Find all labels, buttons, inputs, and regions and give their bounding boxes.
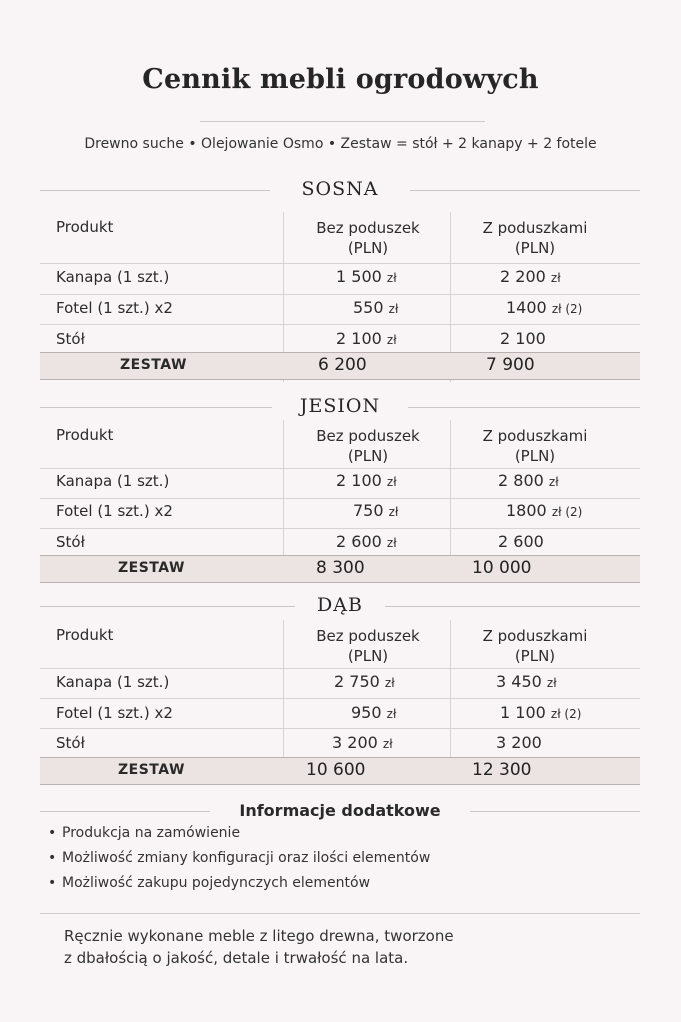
row-rule	[40, 528, 640, 529]
info-list	[48, 824, 430, 899]
price-with-cushions	[496, 733, 542, 752]
price-suffix: zł	[388, 302, 399, 316]
total-row	[40, 352, 640, 380]
price-value: 1 500	[336, 267, 382, 286]
row-rule	[40, 324, 640, 325]
bullet-icon: •	[48, 850, 57, 866]
header-with-cushions	[460, 426, 610, 466]
price-suffix: zł	[384, 676, 395, 690]
price-value: 2 100	[336, 329, 382, 348]
price-no-cushions	[336, 329, 397, 348]
table-row-product: Stół	[56, 533, 85, 551]
heading-rule-right	[385, 606, 640, 607]
price-table-sosna	[40, 210, 640, 380]
table-row-product: Fotel (1 szt.) x2	[56, 299, 173, 317]
header-product: Produkt	[56, 626, 114, 644]
price-no-cushions	[336, 471, 397, 490]
footer-divider	[40, 913, 640, 914]
table-row-product: Fotel (1 szt.) x2	[56, 704, 173, 722]
price-with-cushions	[496, 672, 557, 691]
total-with-cushions: 12 300	[472, 760, 532, 780]
bullet-icon: •	[48, 875, 57, 891]
price-value: 2 200	[500, 267, 546, 286]
price-value: 2 800	[498, 471, 544, 490]
price-suffix: zł	[386, 475, 397, 489]
list-item-text: Możliwość zakupu pojedynczych elementów	[62, 875, 371, 891]
price-table-dab	[40, 620, 640, 784]
price-with-cushions	[500, 329, 546, 348]
total-no-cushions: 6 200	[318, 355, 367, 375]
price-value: 1800	[506, 501, 547, 520]
header-currency: (PLN)	[347, 647, 389, 665]
section-title: SOSNA	[301, 178, 379, 200]
price-value: 750	[353, 501, 384, 520]
table-row-product: Stół	[56, 330, 85, 348]
price-value: 2 100	[500, 329, 546, 348]
header-no-cushions	[293, 626, 443, 666]
price-value: 2 100	[336, 471, 382, 490]
total-with-cushions: 7 900	[486, 355, 535, 375]
price-suffix: zł	[550, 271, 561, 285]
price-with-cushions	[498, 471, 559, 490]
header-with-cushions-label: Z poduszkami	[482, 219, 588, 237]
price-with-cushions	[500, 703, 581, 722]
total-no-cushions: 10 600	[306, 760, 366, 780]
table-row-product: Kanapa (1 szt.)	[56, 268, 170, 286]
price-no-cushions	[351, 703, 396, 722]
price-with-cushions	[506, 501, 582, 520]
row-rule	[40, 263, 640, 264]
info-title: Informacje dodatkowe	[239, 801, 441, 820]
total-row	[40, 555, 640, 583]
price-value: 3 200	[496, 733, 542, 752]
price-suffix: zł	[386, 707, 397, 721]
price-value: 3 450	[496, 672, 542, 691]
price-value: 3 200	[332, 733, 378, 752]
price-suffix: zł	[548, 475, 559, 489]
price-no-cushions	[336, 267, 397, 286]
section-title: DĄB	[317, 594, 363, 616]
header-no-cushions	[293, 218, 443, 258]
table-row-product: Kanapa (1 szt.)	[56, 673, 170, 691]
price-no-cushions	[334, 672, 395, 691]
footer-line: Ręcznie wykonane meble z litego drewna, tworzone	[64, 927, 454, 945]
price-no-cushions	[332, 733, 393, 752]
price-value: 2 600	[336, 532, 382, 551]
price-value: 2 600	[498, 532, 544, 551]
price-suffix: zł	[388, 505, 399, 519]
bullet-icon: •	[48, 825, 57, 841]
header-product: Produkt	[56, 426, 114, 444]
row-rule	[40, 668, 640, 669]
footer-line: z dbałością o jakość, detale i trwałość na lata.	[64, 949, 409, 967]
section-heading-dab	[40, 594, 640, 618]
table-row-product: Stół	[56, 734, 85, 752]
price-value: 1400	[506, 298, 547, 317]
price-with-cushions	[506, 298, 582, 317]
header-with-cushions	[460, 626, 610, 666]
table-row-product: Fotel (1 szt.) x2	[56, 502, 173, 520]
header-with-cushions	[460, 218, 610, 258]
section-heading-jesion	[40, 395, 640, 419]
total-with-cushions: 10 000	[472, 558, 532, 578]
price-suffix: zł (2)	[551, 505, 583, 519]
price-suffix: zł (2)	[550, 707, 582, 721]
price-value: 550	[353, 298, 384, 317]
header-with-cushions-label: Z poduszkami	[482, 427, 588, 445]
price-suffix: zł	[382, 737, 393, 751]
list-item	[48, 874, 430, 899]
table-row-product: Kanapa (1 szt.)	[56, 472, 170, 490]
info-heading	[40, 800, 640, 824]
price-with-cushions	[498, 532, 544, 551]
price-value: 2 750	[334, 672, 380, 691]
list-item-text: Produkcja na zamówienie	[62, 825, 241, 841]
heading-rule-right	[408, 407, 640, 408]
header-product: Produkt	[56, 218, 114, 236]
price-no-cushions	[353, 501, 398, 520]
header-no-cushions	[293, 426, 443, 466]
total-row	[40, 757, 640, 785]
header-no-cushions-label: Bez poduszek	[316, 427, 420, 445]
price-value: 950	[351, 703, 382, 722]
footer-note	[64, 925, 454, 969]
title-divider	[200, 121, 485, 122]
row-rule	[40, 468, 640, 469]
section-heading-sosna	[40, 178, 640, 202]
row-rule	[40, 698, 640, 699]
header-currency: (PLN)	[514, 647, 556, 665]
total-label: ZESTAW	[118, 560, 185, 576]
row-rule	[40, 294, 640, 295]
page-title: Cennik mebli ogrodowych	[142, 64, 539, 95]
header-with-cushions-label: Z poduszkami	[482, 627, 588, 645]
total-no-cushions: 8 300	[316, 558, 365, 578]
price-suffix: zł	[386, 536, 397, 550]
header-currency: (PLN)	[347, 239, 389, 257]
price-suffix: zł	[386, 271, 397, 285]
price-value: 1 100	[500, 703, 546, 722]
price-no-cushions	[336, 532, 397, 551]
row-rule	[40, 498, 640, 499]
header-currency: (PLN)	[347, 447, 389, 465]
heading-rule-right	[470, 811, 640, 812]
header-currency: (PLN)	[514, 239, 556, 257]
total-label: ZESTAW	[120, 357, 187, 373]
price-suffix: zł	[386, 333, 397, 347]
page-subtitle: Drewno suche • Olejowanie Osmo • Zestaw = stół + 2 kanapy + 2 fotele	[84, 136, 597, 152]
price-no-cushions	[353, 298, 398, 317]
heading-rule-right	[410, 190, 640, 191]
list-item	[48, 824, 430, 849]
list-item	[48, 849, 430, 874]
header-currency: (PLN)	[514, 447, 556, 465]
price-suffix: zł (2)	[551, 302, 583, 316]
price-suffix: zł	[546, 676, 557, 690]
section-title: JESION	[299, 395, 381, 417]
price-table-jesion	[40, 420, 640, 582]
price-with-cushions	[500, 267, 561, 286]
row-rule	[40, 728, 640, 729]
header-no-cushions-label: Bez poduszek	[316, 627, 420, 645]
list-item-text: Możliwość zmiany konfiguracji oraz ilości elementów	[62, 850, 431, 866]
total-label: ZESTAW	[118, 762, 185, 778]
header-no-cushions-label: Bez poduszek	[316, 219, 420, 237]
